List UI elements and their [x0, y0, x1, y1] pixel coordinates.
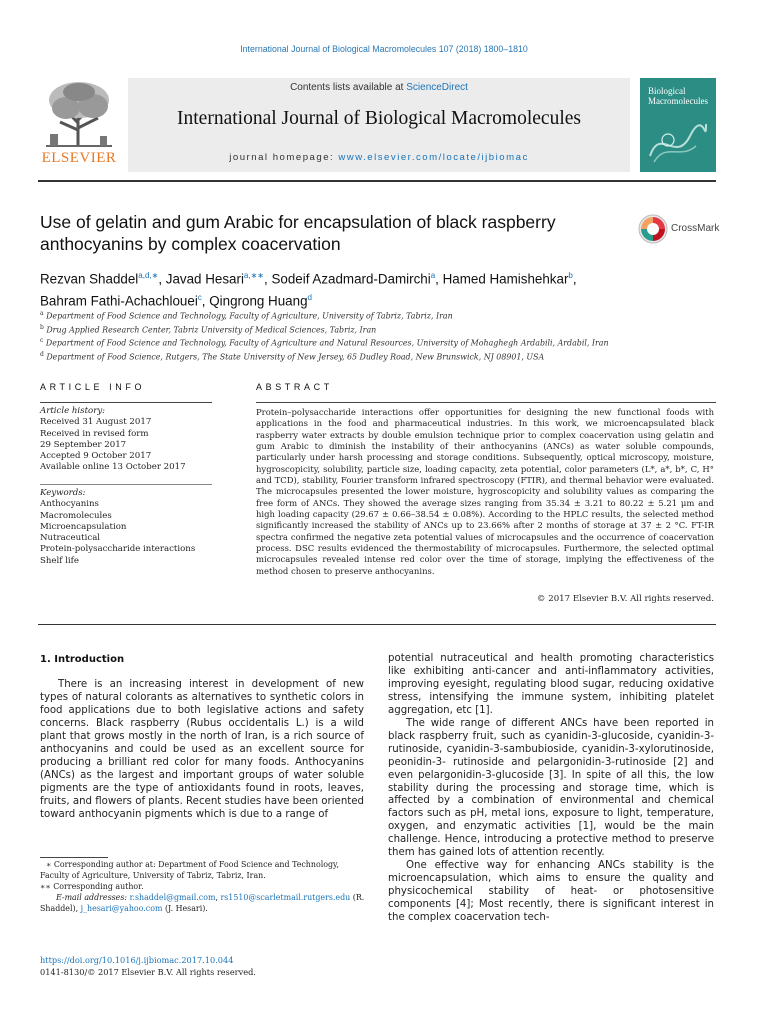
author-separator: , — [572, 271, 577, 287]
homepage-link[interactable]: www.elsevier.com/locate/ijbiomac — [338, 152, 529, 163]
affiliation-text: Department of Food Science, Rutgers, The State University of New Jersey, 65 Dudley Road, New Brunswick, NJ 08901, USA — [43, 352, 545, 362]
history-item: Available online 13 October 2017 — [40, 462, 186, 473]
author-affiliation-marker[interactable]: a — [430, 271, 436, 280]
email-label: E-mail addresses: — [56, 893, 128, 903]
article-history — [40, 406, 220, 474]
keyword-item: Shelf life — [40, 555, 79, 566]
author-name: Qingrong Huang — [209, 293, 308, 309]
affiliation-text: Department of Food Science and Technology, Faculty of Agriculture and Natural Resources, University of Mohaghegh Ardabili, Ardabil, Iran — [43, 338, 609, 348]
footnote-corresponding-2: ∗∗ Corresponding author. — [40, 882, 144, 892]
header-divider — [38, 180, 716, 182]
cover-title-line1: Biological — [648, 86, 686, 96]
affiliation-item — [40, 335, 720, 349]
footnote-emails: E-mail addresses: r.shaddel@gmail.com, rs1510@scarletmail.rutgers.edu (R. Shaddel), j_hesari@yahoo.com (J. Hesari). — [40, 893, 365, 914]
footnote-rule — [40, 857, 108, 858]
intro-paragraph-2: The wide range of different ANCs have been reported in black raspberry fruit, such as cyanidin-3-glucoside, cyanidin-3-rutinoside, cyanidin-3-sambubioside, cyanidin-3-xylorutinoside, peonidin-3- rutinoside and pelargonidin-3-rutinoside [2] and even pelargonidin-3-glucoside [3]. In spite of all this, the low stability during the processing and storage time, which is affected by a combination of environmental and chemical factors such as pH, metal ions, exposure to light, temperature, oxygen, and enzymatic activities [1], would be the main challenge. Hence, introducing a protective method to preserve them has gained lots of attention recently. — [388, 717, 714, 859]
history-item: Received in revised form — [40, 428, 149, 439]
affiliation-item — [40, 322, 720, 336]
intro-paragraph-1-cont: potential nutraceutical and health promoting characteristics like exhibiting anti-cancer and anti-inflammatory activities, improving eyesight, regulating blood sugar, reducing oxidative stress, intensifying the immune system, inhibiting platelet aggregation, etc [1]. — [388, 653, 714, 716]
article-info-rule — [40, 402, 212, 403]
journal-citation[interactable]: International Journal of Biological Macromolecules 107 (2018) 1800–1810 — [240, 44, 528, 54]
keyword-item: Protein-polysaccharide interactions — [40, 544, 196, 555]
email-owner-1: (R. Shaddel), — [40, 893, 365, 914]
publisher-name: ELSEVIER — [41, 150, 117, 166]
author-separator: , — [158, 271, 166, 287]
keyword-item: Anthocyanins — [40, 499, 99, 510]
author-affiliation-marker[interactable]: a,∗∗ — [243, 271, 264, 280]
crossmark-label: CrossMark — [671, 223, 720, 234]
affiliation-marker: a — [40, 310, 44, 317]
affiliation-text: Drug Applied Research Center, Tabriz University of Medical Sciences, Tabriz, Iran — [43, 325, 377, 335]
author-name: Bahram Fathi-Achachlouei — [40, 293, 198, 309]
keywords-block — [40, 488, 220, 567]
author-separator: , — [201, 293, 210, 309]
author-affiliation-marker[interactable]: d — [307, 293, 312, 303]
crossmark-badge[interactable] — [638, 214, 718, 244]
history-item: 29 September 2017 — [40, 439, 127, 450]
keywords-label: Keywords: — [40, 488, 86, 498]
abstract-divider — [38, 624, 716, 625]
section-heading-introduction: 1. Introduction — [40, 654, 125, 665]
affiliation-item — [40, 308, 720, 322]
issn-copyright: 0141-8130/© 2017 Elsevier B.V. All rights reserved. — [40, 967, 256, 977]
crossmark-icon — [638, 214, 668, 244]
cover-illustration-icon — [646, 116, 710, 166]
homepage-prefix: journal homepage: — [229, 152, 339, 163]
email-link-hesari[interactable]: j_hesari@yahoo.com — [80, 904, 163, 914]
article-info-heading: ARTICLE INFO — [40, 382, 146, 392]
abstract-text: Protein–polysaccharide interactions offer opportunities for designing the new functional foods with applications in the food and pharmaceutical industries. In this work, we microencapsulated black raspberry water extracts by double emulsion technique prior to complex coacervation using gelatin and gum Arabic to diminish the instability of their anthocyanins (ANCs) as water soluble compounds, particularly under harsh processing and storage conditions. Subsequently, optical microscopy, moisture, hygroscopicity, solubility, particle size, loading capacity, zeta potential, color parameters (L*, a*, b*, C, H° and TCD), stability, Fourier transform infrared spectroscopy (FTIR), and thermal behavior were evaluated. The microcapsules presented the lower moisture, hygroscopicity and solubility values as comparing the free form of ANCs. They showed the average sizes ranging from 35.34 ± 3.21 to 80.22 ± 5.21 μm and high loading capacity (29.67 ± 0.66–38.54 ± 0.08%). According to the HPLC results, the selected method significantly increased the stability of ANCs up to 23.66% after 2 months of storage at 37 ± 2 °C. FT-IR spectra confirmed the negative zeta potential values of microcapsules and the occurrence of coacervation process. DSC results evidenced the thermostability of microcapsules. Furthermore, the selected optimal microcapsules revealed intense red color over the time of storage, implying the effectiveness of the method chosen to preserve anthocyanins. — [256, 407, 714, 576]
body-column-right — [388, 653, 714, 925]
history-list — [40, 417, 220, 473]
contents-prefix: Contents lists available at — [290, 82, 407, 93]
affiliation-marker: b — [40, 323, 44, 331]
keyword-item: Nutraceutical — [40, 533, 101, 544]
abstract-heading: ABSTRACT — [256, 382, 333, 392]
journal-homepage — [128, 152, 630, 163]
history-item: Received 31 August 2017 — [40, 417, 152, 428]
author-affiliation-marker[interactable]: a,d,∗ — [138, 271, 159, 280]
intro-paragraph-3: One effective way for enhancing ANCs stability is the microencapsulation, which aims to ensure the quality and physicochemical stability of heat- or photosensitive components [4]; Most recently, there is significant interest in the complex coacervation tech- — [388, 860, 714, 924]
keywords-list — [40, 499, 220, 567]
author-name: Javad Hesari — [165, 271, 244, 287]
history-label: Article history: — [40, 406, 106, 416]
author-separator: , — [435, 271, 443, 287]
contents-line — [128, 82, 630, 93]
email-link-shaddel[interactable]: r.shaddel@gmail.com — [129, 893, 216, 903]
author-name: Hamed Hamishehkar — [442, 271, 569, 287]
journal-cover-thumbnail[interactable] — [640, 78, 716, 172]
footnotes — [40, 859, 366, 914]
email-link-rutgers[interactable]: rs1510@scarletmail.rutgers.edu — [220, 893, 351, 903]
affiliation-item — [40, 349, 720, 363]
affiliation-marker: d — [40, 350, 44, 358]
author-affiliation-marker[interactable]: b — [568, 271, 573, 280]
footnote-corresponding-1: ∗ Corresponding author at: Department of Food Science and Technology, Faculty of Agriculture, University of Tabriz, Tabriz, Iran. — [40, 860, 339, 881]
journal-title: International Journal of Biological Macromolecules — [177, 108, 581, 129]
author-separator: , — [264, 271, 272, 287]
intro-paragraph-1: There is an increasing interest in development of new types of natural colorants as alternatives to synthetic colors in food applications due to both legislative actions and safety concerns. Black raspberry (Rubus occidentalis L.) is a wild plant that grows mostly in the north of Iran, is a rich source of anthocyanins and could be used as an excellent source for producing a brilliant red color for many foods. Anthocyanins (ANCs) as the largest and important groups of water soluble pigments are the type of antioxidants found in roots, leaves, fruits, and flowers of plants. Recent studies have been oriented toward anthocyanin pigments which is due to a range of — [40, 679, 365, 820]
affiliation-marker: c — [40, 337, 44, 345]
author-list — [40, 266, 690, 311]
body-column-left — [40, 679, 364, 821]
email-owner-2: (J. Hesari). — [164, 904, 208, 914]
abstract-rule — [256, 402, 716, 403]
history-item: Accepted 9 October 2017 — [40, 451, 152, 462]
author-name: Sodeif Azadmard-Damirchi — [271, 271, 431, 287]
affiliation-list — [40, 308, 720, 363]
cover-title — [648, 86, 708, 106]
author-affiliation-marker[interactable]: c — [197, 293, 202, 303]
affiliation-text: Department of Food Science and Technology, Faculty of Agriculture, University of Tabriz, Tabriz, Iran — [43, 311, 453, 321]
article-title: Use of gelatin and gum Arabic for encapsulation of black raspberry anthocyanins by complex coacervation — [40, 212, 556, 254]
cover-title-line2: Macromolecules — [648, 96, 708, 106]
abstract-copyright: © 2017 Elsevier B.V. All rights reserved. — [536, 594, 714, 604]
doi-link[interactable]: https://doi.org/10.1016/j.ijbiomac.2017.10.044 — [40, 955, 234, 965]
author-name: Rezvan Shaddel — [40, 271, 139, 287]
sciencedirect-link[interactable]: ScienceDirect — [406, 82, 468, 93]
keyword-item: Microencapsulation — [40, 521, 127, 532]
keywords-rule — [40, 484, 212, 485]
keyword-item: Macromolecules — [40, 510, 112, 521]
